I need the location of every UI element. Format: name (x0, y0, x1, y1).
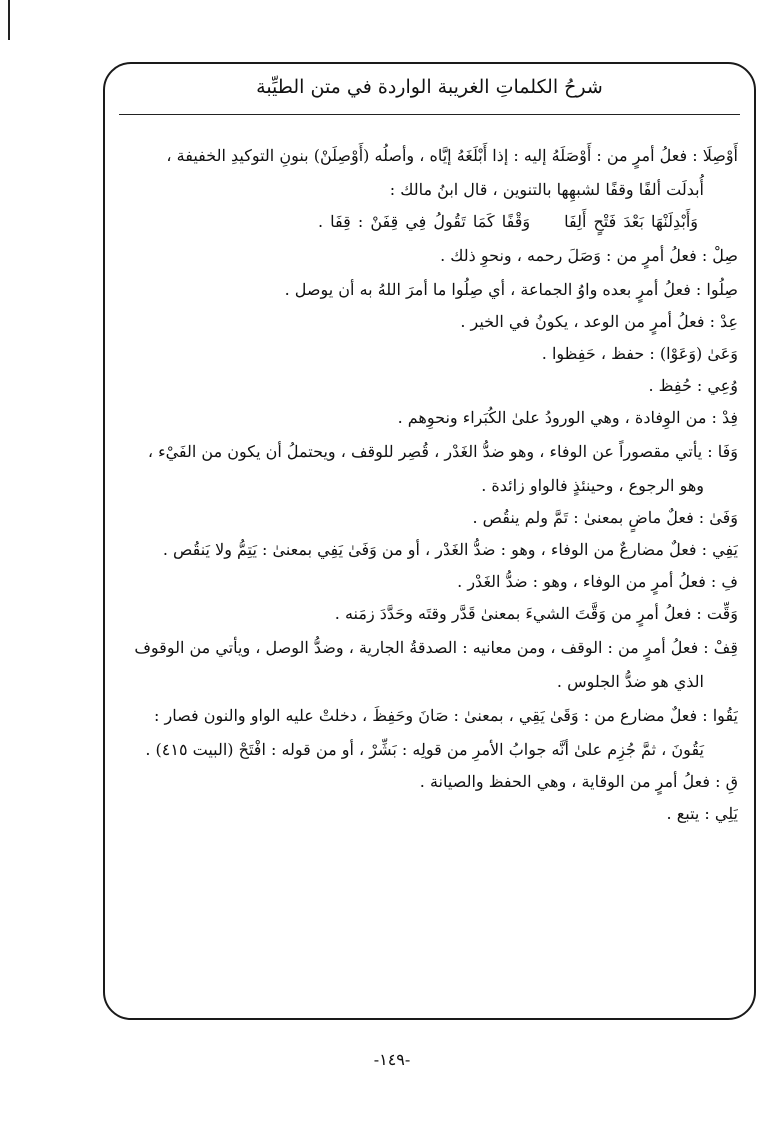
glossary-line: وَقِّت : فعلُ أمرٍ من وَقَّتَ الشيءَ بمعنىٰ قَدَّر وقتَه وحَدَّدَ زمَنه . (334, 604, 738, 623)
glossary-line-continuation: أُبدلَت ألفًا وقفًا لشبهِها بالتنوين ، قال ابنُ مالك : (389, 180, 704, 199)
glossary-line: وَعَىٰ (وَعَوْا) : حفظ ، حَفِظوا . (541, 344, 738, 363)
glossary-line-continuation: الذي هو ضدُّ الجلوس . (556, 672, 704, 691)
verse-line (121, 206, 738, 238)
glossary-line: وَفَا : يأتي مقصوراً عن الوفاء ، وهو ضدُّ الغَدْر ، قُصِر للوقف ، ويحتملُ أن يكون من الفَيْء ، (147, 442, 738, 461)
running-header: شرحُ الكلماتِ الغريبة الواردة في متن الطيِّبة (256, 76, 603, 98)
page-number: -١٤٩- (373, 1050, 411, 1069)
glossary-line: يَفِي : فعلٌ مضارعٌ من الوفاء ، وهو : ضدُّ الغَدْر ، أو من وَفَىٰ يَفِي بمعنىٰ : يَتِمُّ ولا يَنقُص . (162, 540, 738, 559)
glossary-line: صِلْ : فعلُ أمرٍ من : وَصَلَ رحمه ، ونحوِ ذلك . (440, 246, 738, 265)
glossary-content (121, 138, 738, 830)
glossary-line: قِ : فعلُ أمرٍ من الوقاية ، وهي الحفظ والصيانة . (419, 772, 738, 791)
glossary-line: صِلُوا : فعلُ أمرٍ بعده واوُ الجماعة ، أي صِلُوا ما أمرَ اللهُ به أن يوصل . (284, 280, 738, 299)
glossary-line: يَقُوا : فعلٌ مضارع من : وَقَىٰ يَقِي ، بمعنىٰ : صَانَ وحَفِظَ ، دخلتْ عليه الواو والنون فصار : (154, 706, 738, 725)
glossary-line: وَفَىٰ : فعلٌ ماضٍ بمعنىٰ : تَمَّ ولم ينقُص . (472, 508, 738, 527)
glossary-line: يَلِي : يتبع . (666, 804, 738, 823)
verse-first-hemistich: وَأَبْدِلَنْهَا بَعْدَ فَتْحٍ أَلِفَا (564, 212, 698, 231)
glossary-line-continuation: وهو الرجوع ، وحينئذٍ فالواو زائدة . (481, 476, 704, 495)
glossary-line: فِ : فعلُ أمرٍ من الوفاء ، وهو : ضدُّ الغَدْر . (457, 572, 738, 591)
glossary-line: عِدْ : فعلُ أمرٍ من الوعد ، يكونُ في الخير . (460, 312, 738, 331)
glossary-line: وُعِي : حُفِظ . (648, 376, 738, 395)
header-rule (119, 114, 740, 115)
glossary-line-continuation: يَقُونَ ، ثمَّ جُزِم علىٰ أنَّه جوابُ الأمرِ من قولِه : بَشِّرْ ، أو من قوله : افْتَحْ (البيت ٤١٥) . (145, 740, 704, 759)
glossary-line: فِدْ : من الوِفادة ، وهي الورودُ علىٰ الكُبَراء ونحوِهم . (397, 408, 738, 427)
glossary-line: قِفْ : فعلُ أمرٍ من : الوقف ، ومن معانيه : الصدقةُ الجارية ، وضدُّ الوصل ، ويأتي من الوقوف (134, 638, 738, 657)
page-frame (103, 62, 756, 1020)
page-binding-mark (8, 0, 10, 40)
glossary-line: أَوْصِلَا : فعلُ أمرٍ من : أَوْصَلَهُ إليه : إذا أَبْلَغَهُ إيَّاه ، وأصلُه (أَوْصِلَنْ) بنونِ التوكيدِ الخفيفة ، (166, 146, 738, 165)
verse-second-hemistich: وَقْفًا كَمَا تَقُولُ فِي قِفَنْ : قِفَا . (317, 212, 531, 231)
